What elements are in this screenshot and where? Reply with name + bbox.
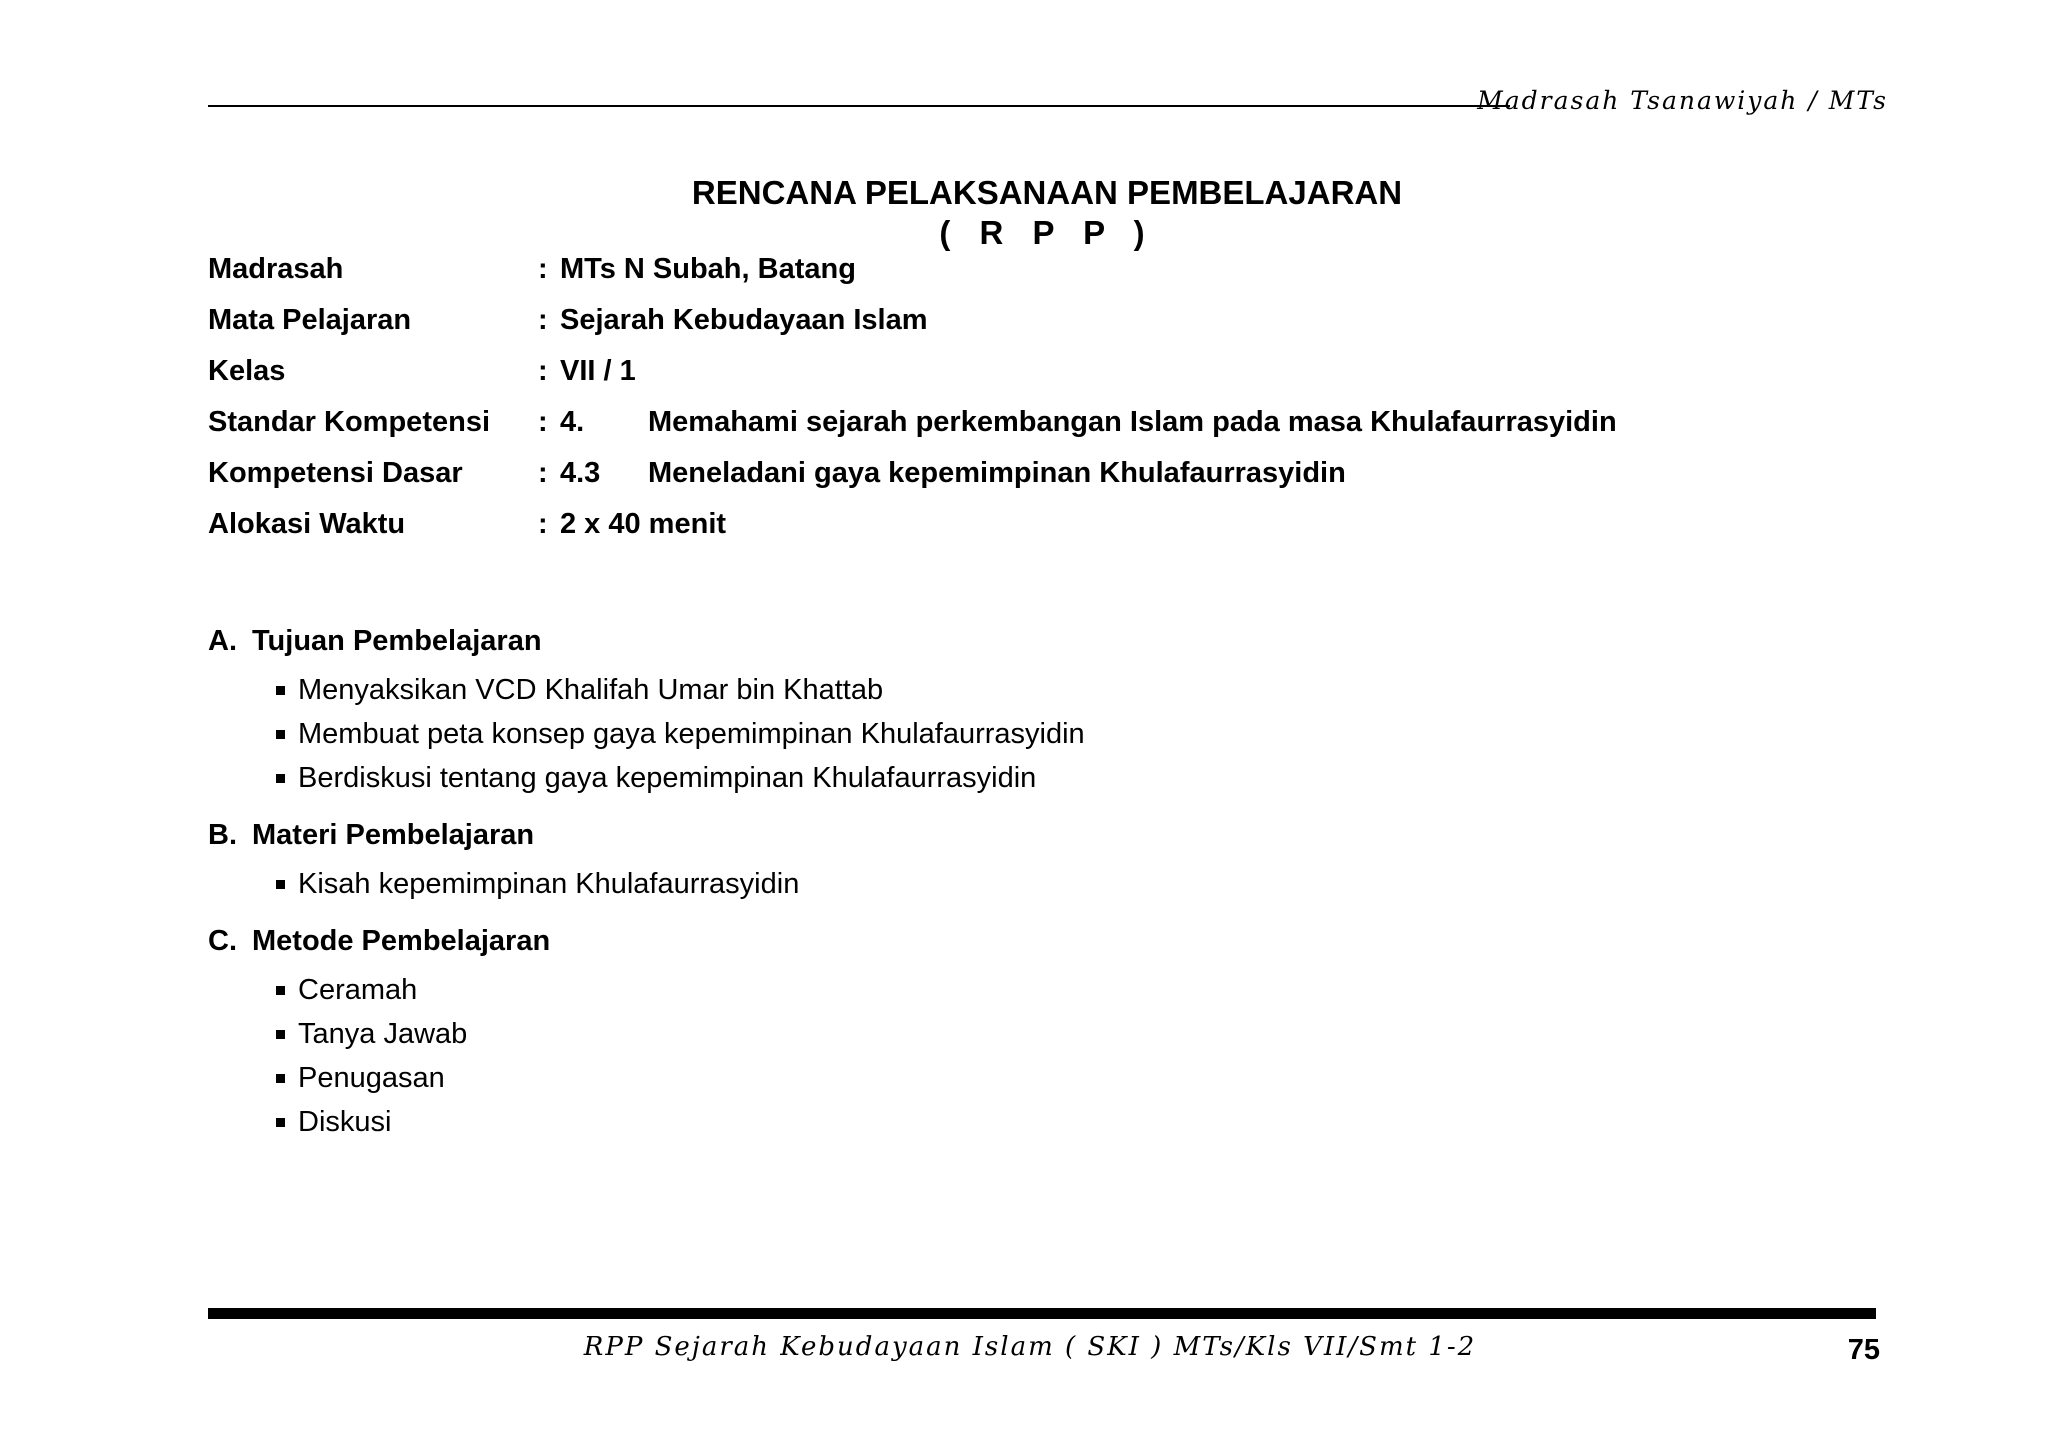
identity-label: Alokasi Waktu	[208, 508, 406, 540]
square-bullet-icon	[276, 1118, 285, 1127]
header-rule	[208, 105, 1510, 107]
bullet-list	[208, 968, 1908, 1144]
footer-rule	[208, 1308, 1876, 1319]
identity-row	[208, 508, 1908, 559]
identity-label: Mata Pelajaran	[208, 304, 412, 336]
page-number: 75	[1847, 1334, 1880, 1366]
identity-colon: :	[538, 253, 548, 285]
square-bullet-icon	[276, 986, 285, 995]
footer-text: RPP Sejarah Kebudayaan Islam ( SKI ) MTs/Kls VII/Smt 1-2	[583, 1332, 1477, 1362]
list-item	[276, 968, 1908, 1012]
section-heading	[208, 920, 1908, 962]
list-item-text: Menyaksikan VCD Khalifah Umar bin Khattab	[298, 674, 884, 706]
section-title: Metode Pembelajaran	[252, 925, 551, 957]
document-subtitle: ( R P P )	[939, 214, 1155, 251]
list-item	[276, 1056, 1908, 1100]
identity-colon: :	[538, 406, 548, 438]
identity-value: MTs N Subah, Batang	[560, 253, 856, 285]
list-item	[276, 1100, 1908, 1144]
square-bullet-icon	[276, 774, 285, 783]
identity-value: Sejarah Kebudayaan Islam	[560, 304, 928, 336]
header-text: Madrasah Tsanawiyah / MTs	[1477, 86, 1888, 115]
identity-value: Memahami sejarah perkembangan Islam pada masa Khulafaurrasyidin	[648, 406, 1617, 438]
identity-code: 4.	[560, 406, 585, 438]
identity-row	[208, 457, 1908, 508]
list-item-text: Berdiskusi tentang gaya kepemimpinan Khulafaurrasyidin	[298, 762, 1037, 794]
identity-value: Meneladani gaya kepemimpinan Khulafaurrasyidin	[648, 457, 1346, 489]
identity-colon: :	[538, 355, 548, 387]
list-item	[276, 862, 1908, 906]
list-item-text: Kisah kepemimpinan Khulafaurrasyidin	[298, 868, 800, 900]
identity-colon: :	[538, 508, 548, 540]
identity-table	[208, 253, 1908, 559]
section-title: Materi Pembelajaran	[252, 819, 535, 851]
square-bullet-icon	[276, 880, 285, 889]
square-bullet-icon	[276, 1074, 285, 1083]
identity-code: 4.3	[560, 457, 601, 489]
section-letter: A.	[208, 625, 237, 657]
identity-label: Madrasah	[208, 253, 344, 285]
identity-value: 2 x 40 menit	[560, 508, 727, 540]
list-item-text: Tanya Jawab	[298, 1018, 468, 1050]
identity-colon: :	[538, 457, 548, 489]
list-item-text: Penugasan	[298, 1062, 445, 1094]
identity-row	[208, 406, 1908, 457]
list-item	[276, 668, 1908, 712]
bullet-list	[208, 668, 1908, 800]
identity-colon: :	[538, 304, 548, 336]
section-heading	[208, 814, 1908, 856]
square-bullet-icon	[276, 730, 285, 739]
identity-row	[208, 253, 1908, 304]
identity-value: VII / 1	[560, 355, 636, 387]
square-bullet-icon	[276, 1030, 285, 1039]
bullet-list	[208, 862, 1908, 906]
list-item-text: Diskusi	[298, 1106, 392, 1138]
section-title: Tujuan Pembelajaran	[252, 625, 542, 657]
list-item	[276, 1012, 1908, 1056]
identity-row	[208, 304, 1908, 355]
content-sections	[208, 620, 1908, 1158]
section-heading	[208, 620, 1908, 662]
document-title: RENCANA PELAKSANAAN PEMBELAJARAN	[691, 174, 1403, 211]
identity-label: Standar Kompetensi	[208, 406, 490, 438]
list-item	[276, 712, 1908, 756]
section-letter: B.	[208, 819, 237, 851]
list-item-text: Membuat peta konsep gaya kepemimpinan Khulafaurrasyidin	[298, 718, 1085, 750]
section-letter: C.	[208, 925, 237, 957]
identity-label: Kelas	[208, 355, 286, 387]
identity-label: Kompetensi Dasar	[208, 457, 463, 489]
list-item-text: Ceramah	[298, 974, 418, 1006]
identity-row	[208, 355, 1908, 406]
list-item	[276, 756, 1908, 800]
square-bullet-icon	[276, 686, 285, 695]
